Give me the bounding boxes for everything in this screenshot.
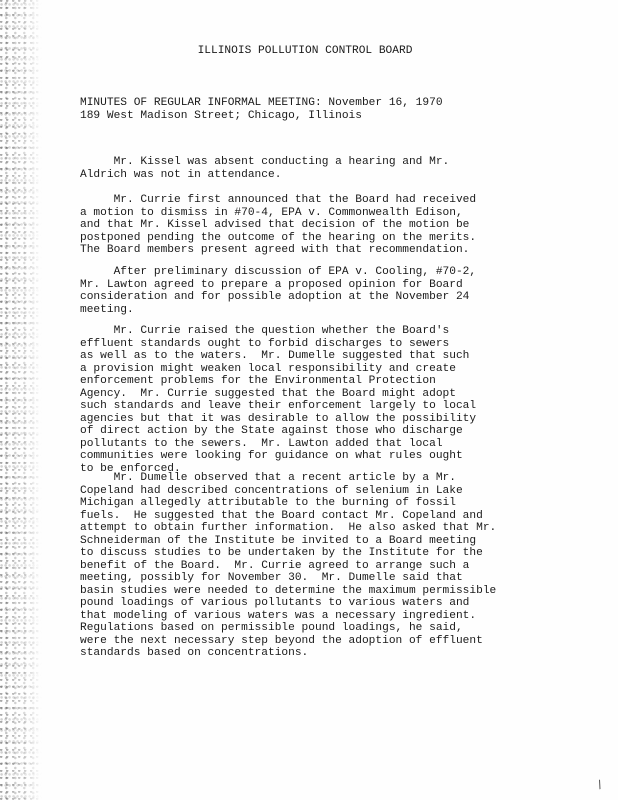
page-mark: / bbox=[595, 777, 604, 792]
scan-edge-noise bbox=[0, 0, 42, 800]
paragraph-epa-v-cooling: After preliminary discussion of EPA v. Cooling, #70-2, Mr. Lawton agreed to prepare a proposed opinion for Board consideration and for possible adoption at the November 24 meeting. bbox=[80, 266, 477, 316]
paragraph-motion-to-dismiss: Mr. Currie first announced that the Board had received a motion to dismiss in #70-4, EPA v. Commonwealth Edison, and that Mr. Kissel advised that decision of the motion be postponed pending the outcome of the hearing on the merits. The Board members present agreed with that recommendation. bbox=[80, 194, 477, 256]
paragraph-effluent-standards: Mr. Currie raised the question whether the Board's effluent standards ought to forbid discharges to sewers as well as to the waters. Mr. Dumelle suggested that such a provision might weaken local responsibility and create enforcement problems for the Environmental Protection Agency. Mr. Currie suggested that the Board might adopt such standards and leave their enforcement largely to local agencies but that it was desirable to allow the possibility of direct action by the State against those who discharge pollutants to the sewers. Mr. Lawton added that local communities were looking for guidance on what rules ought to be enforced. bbox=[80, 325, 477, 475]
paragraph-selenium-article: Mr. Dumelle observed that a recent article by a Mr. Copeland had described concentrations of selenium in Lake Michigan allegedly attributable to the burning of fossil fuels. He suggested that the Board contact Mr. Copeland and attempt to obtain further information. He also asked that Mr. Schneiderman of the Institute be invited to a Board meeting to discuss studies to be undertaken by the Institute for the benefit of the Board. Mr. Currie agreed to arrange such a meeting, possibly for November 30. Mr. Dumelle said that basin studies were needed to determine the maximum permissible pound loadings of various pollutants to various waters and that modeling of various waters was a necessary ingredient. Regulations based on permissible pound loadings, he said, were the next necessary step beyond the adoption of effluent standards based on concentrations. bbox=[80, 472, 497, 659]
meeting-header: MINUTES OF REGULAR INFORMAL MEETING: November 16, 1970 189 West Madison Street; Chicago, Illinois bbox=[80, 97, 443, 122]
board-title: ILLINOIS POLLUTION CONTROL BOARD bbox=[197, 45, 413, 57]
paragraph-attendance: Mr. Kissel was absent conducting a hearing and Mr. Aldrich was not in attendance. bbox=[80, 156, 450, 181]
